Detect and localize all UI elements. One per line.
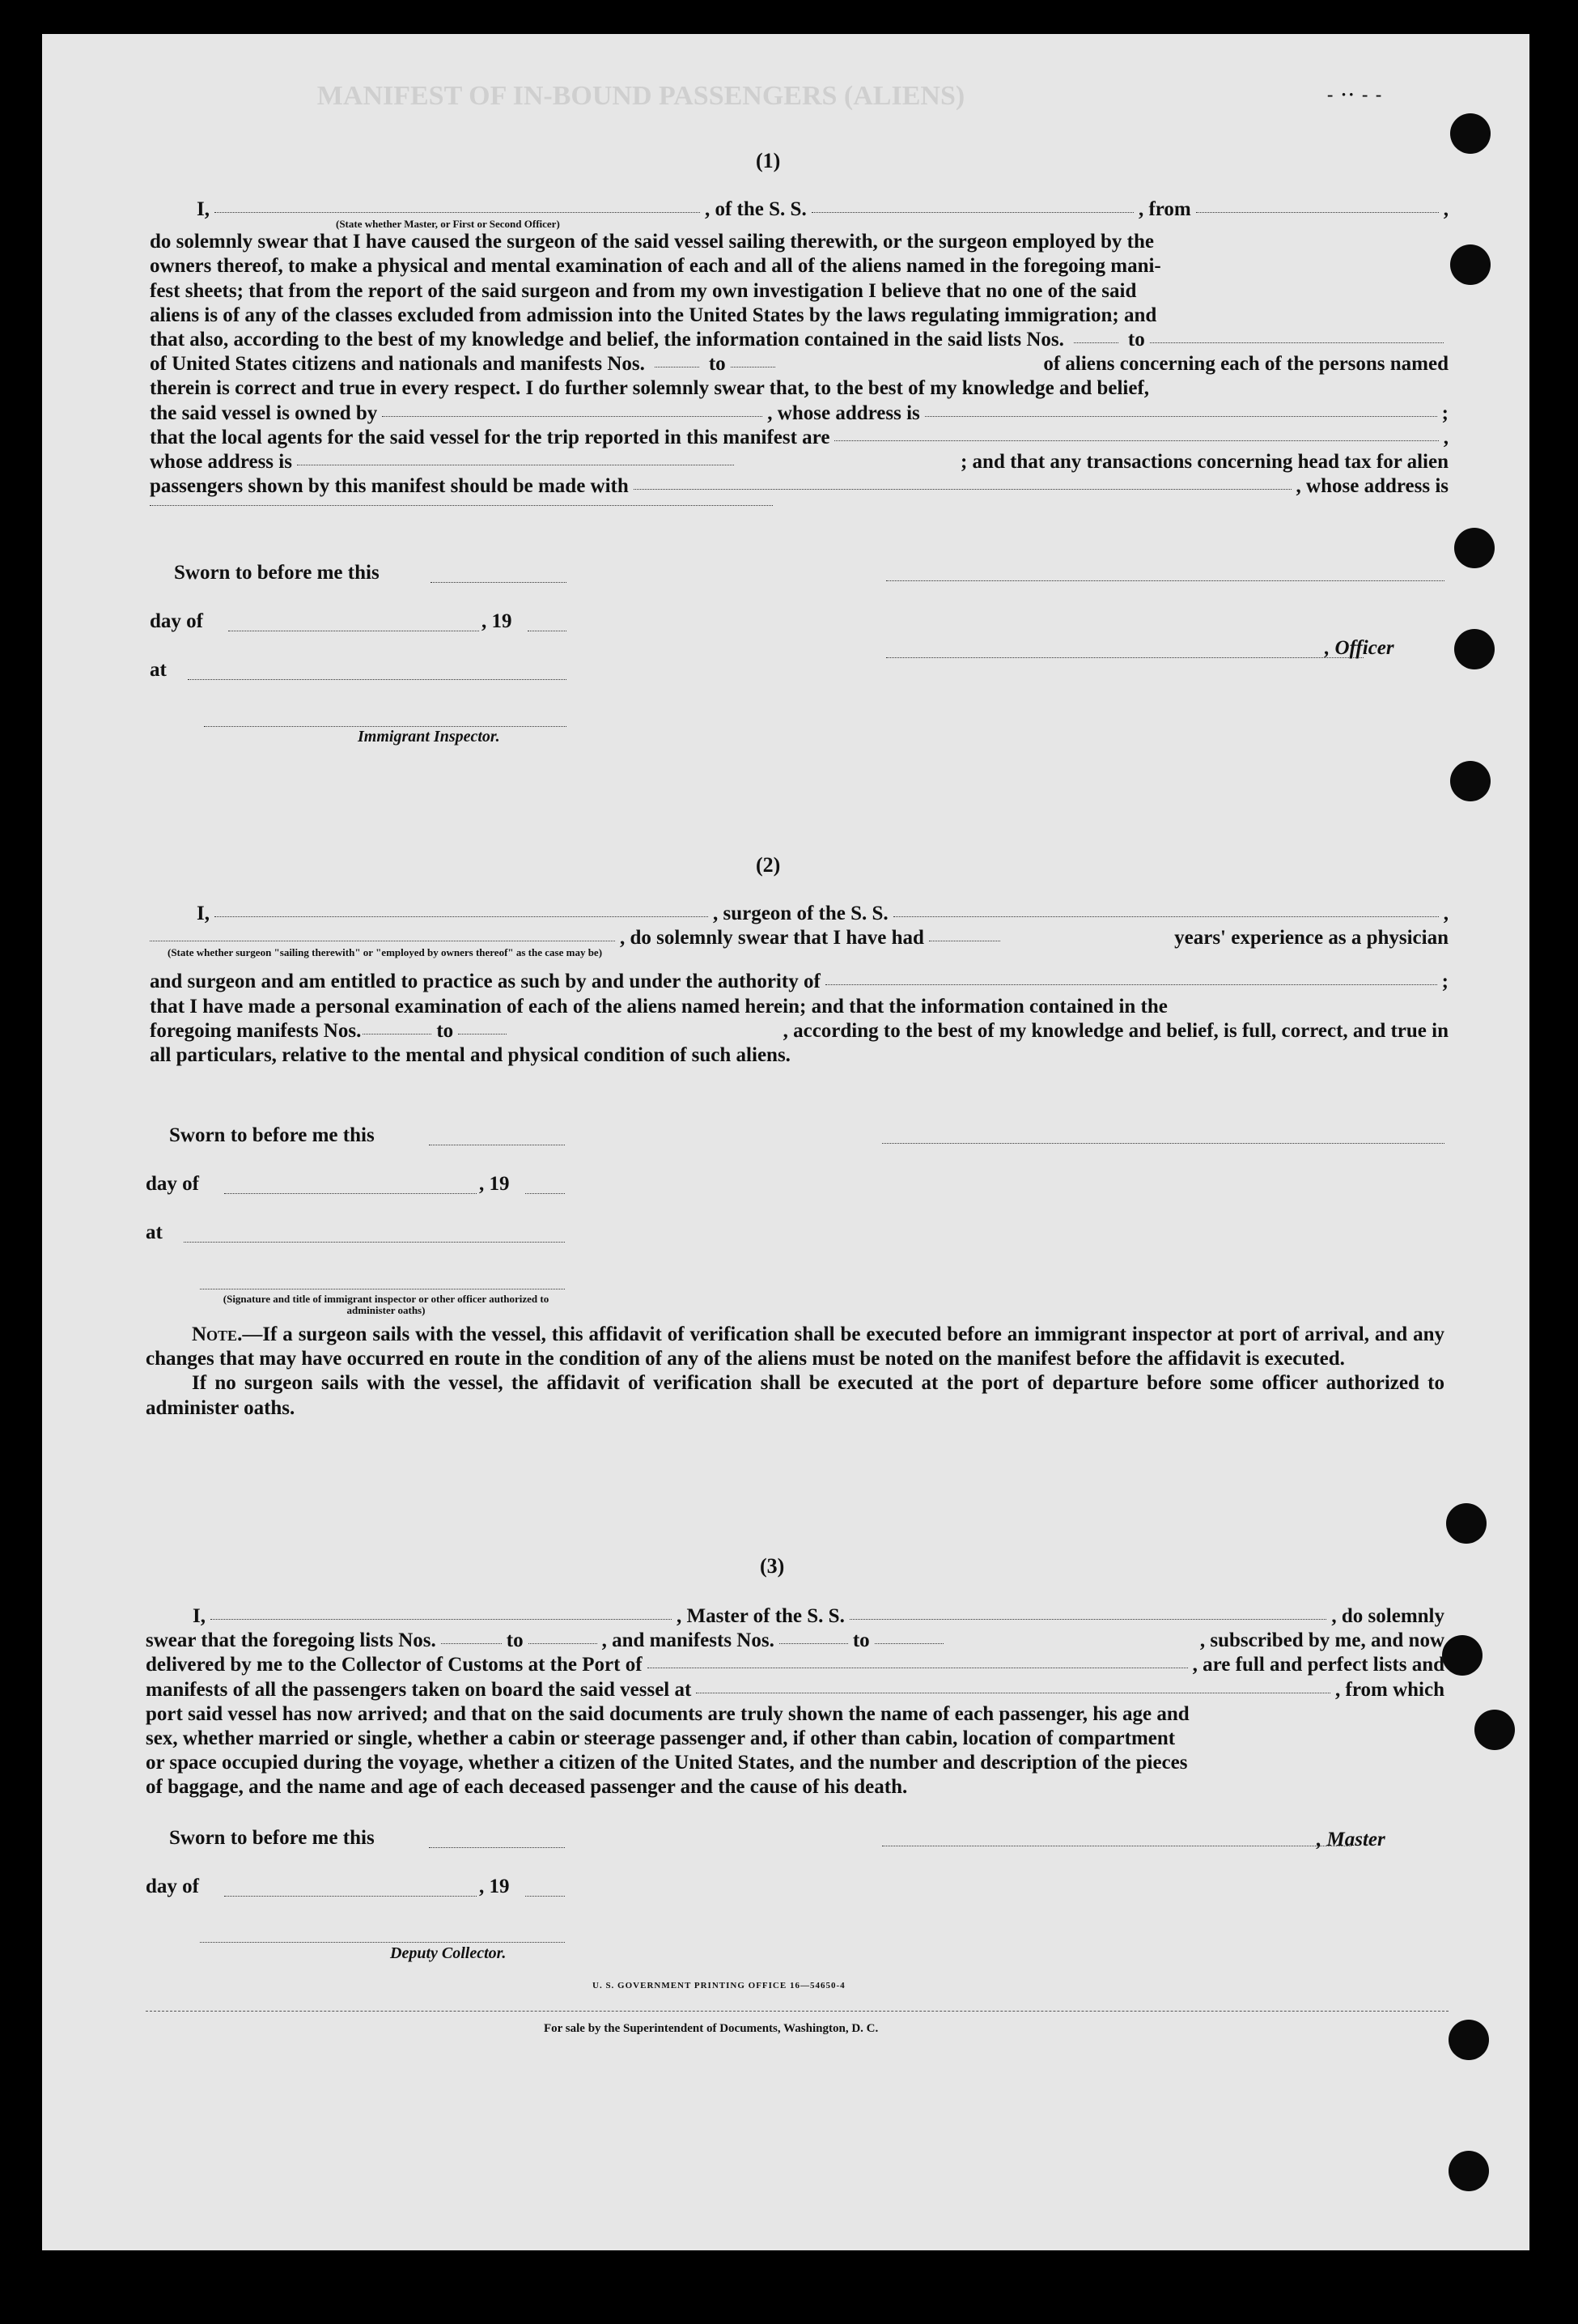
day-of-label: day of xyxy=(150,610,203,632)
printing-office-imprint: U. S. GOVERNMENT PRINTING OFFICE 16—54650-4 xyxy=(592,1981,846,1990)
master-vessel-field[interactable] xyxy=(850,1619,1327,1620)
manifests-from-field[interactable] xyxy=(655,367,699,368)
master-sworn-month-field[interactable] xyxy=(224,1896,477,1897)
master-caption: , Master xyxy=(1317,1829,1385,1850)
surgeon-status-note: (State whether surgeon "sailing therewith" or "employed by owners thereof" as the case may be) xyxy=(168,946,603,959)
punch-hole xyxy=(1449,2020,1489,2060)
punch-hole xyxy=(1450,244,1491,285)
officer-title-field[interactable] xyxy=(886,657,1364,658)
master-name-field[interactable] xyxy=(210,1619,672,1620)
section-3-oath: I, , Master of the S. S. , do solemnly swear that the foregoing lists Nos. to , and manifests Nos. to , subscribed by me, and now delivered by me to the Collector of Customs at the Port of , are full and perfect lists and manifests of all the passengers taken on board the said vessel at , from which port said vessel has now arrived; and that on the said documents are truly shown the name of each passenger, his age and sex, whether married or single, whether a cabin or steerage passenger and, if other than cabin, location of compartment or space occupied during the voyage, whether a citizen of the United States, and the number and description of the pieces of baggage, and the name and age of each deceased passenger and the cause of his death. xyxy=(146,1605,1444,1799)
year-label: , 19 xyxy=(479,1173,510,1195)
section-3-number: (3) xyxy=(760,1554,785,1578)
note-title: Note. xyxy=(192,1323,243,1345)
note-block xyxy=(146,1323,1444,1421)
master-sworn-year-field[interactable] xyxy=(525,1896,565,1897)
master-manifests-from-field[interactable] xyxy=(779,1643,848,1644)
bleed-through-header: MANIFEST OF IN-BOUND PASSENGERS (ALIENS) xyxy=(316,81,965,111)
surgeon-sworn-month-field[interactable] xyxy=(224,1193,477,1194)
punch-hole xyxy=(1454,629,1495,669)
surgeon-manifests-from-field[interactable] xyxy=(363,1034,431,1035)
corner-marks: - ·· - - xyxy=(1327,84,1384,104)
inspector-signature-field[interactable] xyxy=(204,726,566,727)
sworn-label: Sworn to before me this xyxy=(169,1124,375,1146)
surgeon-sworn-year-field[interactable] xyxy=(525,1193,565,1194)
practice-authority-field[interactable] xyxy=(825,984,1437,985)
year-label: , 19 xyxy=(479,1876,510,1897)
local-agents-field[interactable] xyxy=(834,440,1438,441)
surgeon-manifests-to-field[interactable] xyxy=(458,1034,507,1035)
at-label: at xyxy=(150,659,167,681)
master-sworn-day-field[interactable] xyxy=(429,1847,565,1848)
master-lists-to-field[interactable] xyxy=(528,1643,597,1644)
officer-caption: , Officer xyxy=(1325,637,1394,659)
vessel-owner-field[interactable] xyxy=(382,416,762,417)
officer-rank-note: (State whether Master, or First or Second Officer) xyxy=(336,218,560,231)
punch-hole xyxy=(1450,113,1491,154)
lists-from-field[interactable] xyxy=(1074,342,1118,343)
vessel-name-field[interactable] xyxy=(812,212,1134,213)
lists-to-field[interactable] xyxy=(1150,342,1444,343)
master-lists-from-field[interactable] xyxy=(441,1643,502,1644)
day-of-label: day of xyxy=(146,1876,199,1897)
sworn-place-field[interactable] xyxy=(188,679,566,680)
officer-name-field[interactable] xyxy=(214,212,700,213)
form-sheet xyxy=(42,34,1529,2250)
section-2-number: (2) xyxy=(756,853,781,877)
authorized-officer-caption: (Signature and title of immigrant inspector or other officer authorized to administer oaths) xyxy=(223,1293,549,1316)
day-of-label: day of xyxy=(146,1173,199,1195)
surgeon-sworn-place-field[interactable] xyxy=(184,1242,565,1243)
officer-signature-field[interactable] xyxy=(886,580,1444,581)
year-label: , 19 xyxy=(481,610,512,632)
deputy-collector-signature-field[interactable] xyxy=(200,1942,565,1943)
punch-hole xyxy=(1442,1635,1483,1676)
for-sale-imprint: For sale by the Superintendent of Documents, Washington, D. C. xyxy=(544,2022,879,2035)
departure-port-field[interactable] xyxy=(1196,212,1439,213)
sworn-label: Sworn to before me this xyxy=(169,1827,375,1849)
manifests-to-field[interactable] xyxy=(731,367,775,368)
head-tax-contact-field[interactable] xyxy=(634,489,1292,490)
note-text-1: —If a surgeon sails with the vessel, this affidavit of verification shall be executed before an immigrant inspector at port of arrival, and any changes that may have occurred en route in the condition of any of the aliens must be noted on the manifest before the affidavit is executed. xyxy=(146,1323,1444,1370)
at-label: at xyxy=(146,1221,163,1243)
section-1-number: (1) xyxy=(756,149,781,172)
owner-address-field[interactable] xyxy=(925,416,1437,417)
section-1-oath: I, , of the S. S. , from , (State whether Master, or First or Second Officer) do solemnly swear that I have caused the surgeon of the said vessel sailing therewith, or the surgeon employed by the owners thereof, to make a physical and mental examination of each and all of the aliens named in the foregoing mani- fest sheets; that from the report of the said surgeon and from my own investigation I believe that no one of the said aliens is of any of the classes excluded from admission into the United States by the laws regulating immigration; and that also, according to the best of my knowledge and belief, the information contained in the said lists Nos. to of United States citizens and nationals and manifests Nos. to of aliens concerning each of the persons named therein is correct and true in every respect. I do further solemnly swear that, to the best of my knowledge and belief, the said vessel is owned by , whose address is ; that the local agents for the said vessel for the trip reported in this manifest are , whose address is ; and that any transactions concerning head tax for alien passengers shown by this manifest should be made with , whose address is xyxy=(150,198,1449,499)
note-text-2: If no surgeon sails with the vessel, the affidavit of verification shall be executed at the port of departure before some officer authorized to administer oaths. xyxy=(146,1372,1444,1419)
section-2-oath: I, , surgeon of the S. S. , , do solemnly swear that I have had years' experience as a physician (State whether surgeon "sailing therewith" or "employed by owners thereof" as the case may be) and surgeon and am entitled to practice as such by and under the authority of ; that I have made a personal examination of each of the aliens named herein; and that the information contained in the foregoing manifests Nos. to , according to the best of my knowledge and belief, is full, correct, and true in all particulars, relative to the mental and physical condition of such aliens. xyxy=(150,903,1449,1067)
punch-hole xyxy=(1450,761,1491,801)
inspector-caption: Immigrant Inspector. xyxy=(358,728,500,746)
sworn-day-field[interactable] xyxy=(431,582,566,583)
punch-hole xyxy=(1454,528,1495,568)
surgeon-signature-field[interactable] xyxy=(882,1143,1444,1144)
surgeon-name-field[interactable] xyxy=(214,916,708,917)
footer-rule xyxy=(146,2011,1449,2012)
punch-hole xyxy=(1449,2151,1489,2191)
head-tax-address-field[interactable] xyxy=(150,505,773,506)
punch-hole xyxy=(1474,1710,1515,1750)
punch-hole xyxy=(1446,1503,1487,1544)
master-manifests-to-field[interactable] xyxy=(875,1643,944,1644)
deputy-collector-caption: Deputy Collector. xyxy=(390,1944,507,1962)
sworn-label: Sworn to before me this xyxy=(174,562,380,584)
surgeon-vessel-field[interactable] xyxy=(893,916,1439,917)
